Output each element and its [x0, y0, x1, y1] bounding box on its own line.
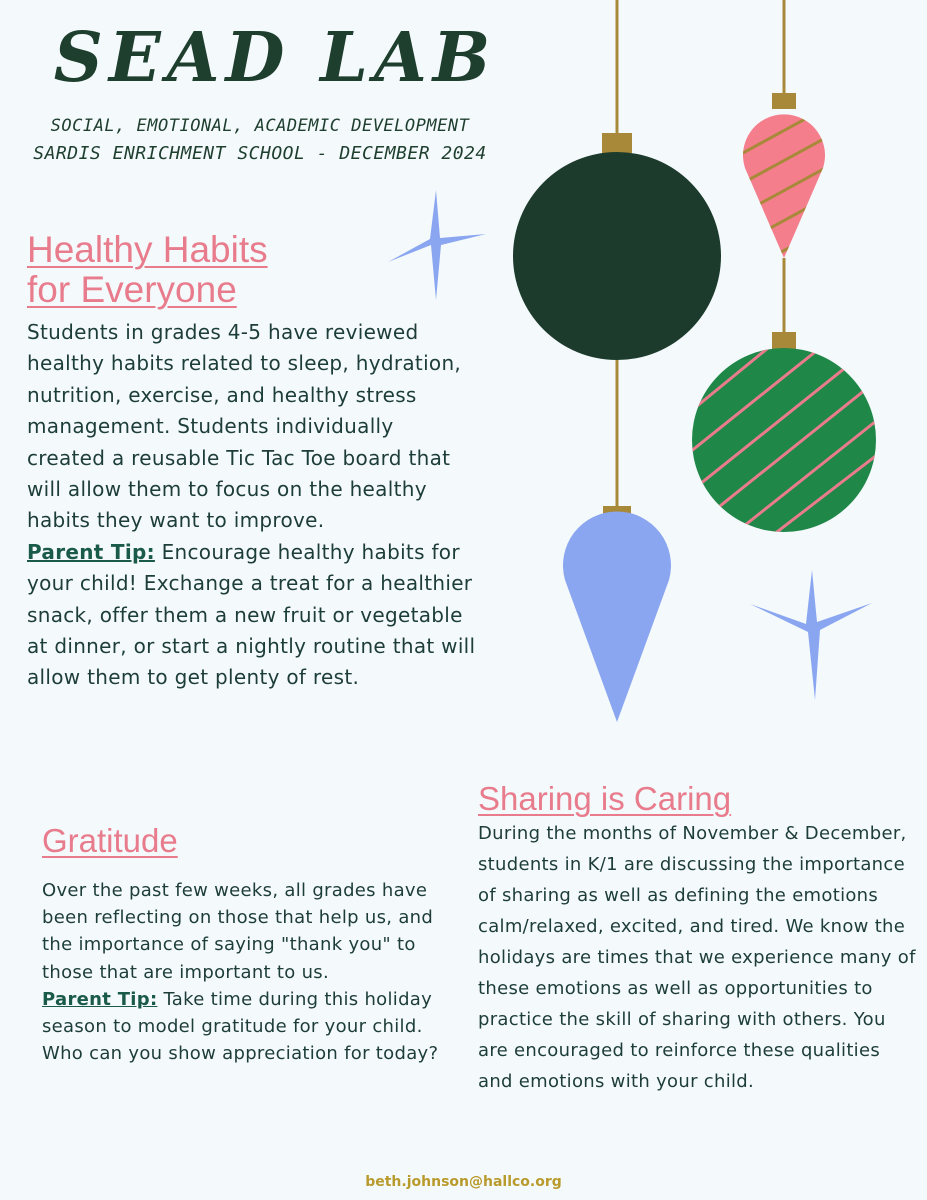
- parent-tip-label: Parent Tip:: [42, 988, 158, 1010]
- healthy-habits-heading-line1: Healthy Habits: [27, 229, 268, 270]
- dark-green-ornament-icon: [513, 133, 721, 360]
- subtitle-school-date: SARDIS ENRICHMENT SCHOOL - DECEMBER 2024: [33, 143, 487, 164]
- healthy-habits-heading: [27, 230, 357, 310]
- green-striped-ornament-icon: [680, 330, 890, 545]
- healthy-habits-body: Students in grades 4-5 have reviewed healthy habits related to sleep, hydration, nutrition, exercise, and healthy stress management. Students individually created a reusable Tic Tac Toe board that will allow them to focus on the healthy habits they want to improve.: [27, 320, 462, 533]
- blue-ornament-icon: [563, 506, 671, 722]
- sharing-heading: Sharing is Caring: [478, 780, 732, 817]
- gratitude-tip: Take time during this holiday season to model gratitude for your child. Who can you show appreciation for today?: [42, 988, 439, 1065]
- sparkle-star-icon: [388, 190, 486, 300]
- sparkle-star-icon: [750, 570, 872, 700]
- page-title: SEAD LAB: [53, 18, 497, 98]
- subtitle-program: SOCIAL, EMOTIONAL, ACADEMIC DEVELOPMENT: [50, 116, 470, 136]
- contact-email[interactable]: beth.johnson@hallco.org: [365, 1174, 562, 1190]
- gratitude-heading: Gratitude: [42, 822, 178, 859]
- healthy-habits-tip: Encourage healthy habits for your child! Exchange a treat for a healthier snack, offer them a new fruit or vegetable at dinner, or start a nightly routine that will allow them to get plenty of rest.: [27, 539, 476, 690]
- parent-tip-label: Parent Tip:: [27, 539, 155, 564]
- gratitude-body: Over the past few weeks, all grades have been reflecting on those that help us, and the importance of saying "thank you" to those that are important to us.: [42, 880, 434, 983]
- healthy-habits-heading-line2: for Everyone: [27, 269, 237, 310]
- sharing-paragraph: During the months of November & December, students in K/1 are discussing the importance of sharing as well as defining the emotions calm/relaxed, excited, and tired. We know the holidays are times that we experience many of these emotions as well as opportunities to practice the skill of sharing with others. You are encouraged to reinforce these qualities and emotions with your child.: [478, 823, 916, 1092]
- gratitude-paragraph: [42, 877, 442, 1067]
- healthy-habits-paragraph: [27, 317, 477, 694]
- pink-ornament-icon: [730, 93, 840, 280]
